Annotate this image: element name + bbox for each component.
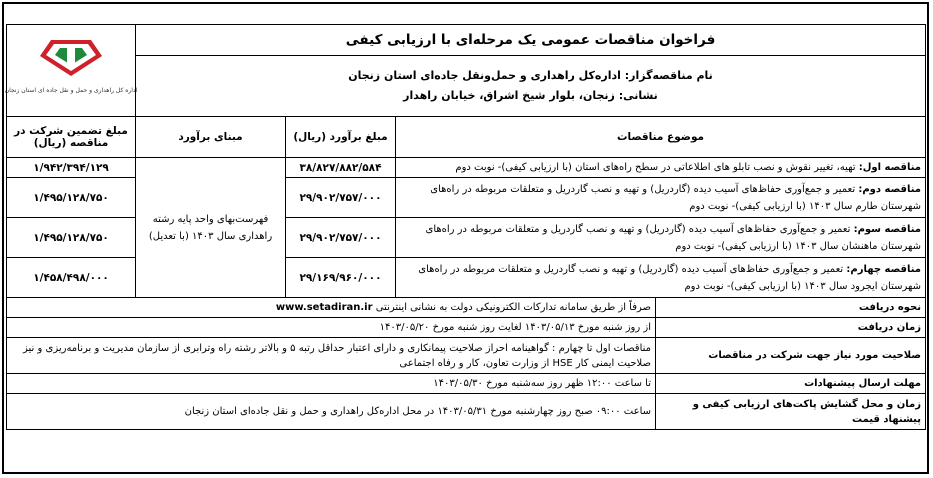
tender-guarantee: ۱/۹۴۲/۳۹۴/۱۲۹ <box>7 158 136 178</box>
tender-label: مناقصه دوم: <box>858 183 921 195</box>
tender-estimate: ۲۹/۹۰۲/۷۵۷/۰۰۰ <box>286 218 396 258</box>
info-value <box>7 298 656 318</box>
tender-row <box>396 158 926 178</box>
organizer-name: نام مناقصه‌گزار: اداره‌کل راهداری و حمل‌ونقل جاده‌ای استان زنجان <box>348 69 713 82</box>
tender-label: مناقصه سوم: <box>853 223 921 235</box>
road-agency-logo-icon <box>4 34 138 104</box>
info-value: از روز شنبه مورخ ۱۴۰۳/۰۵/۱۳ لغایت روز شنبه مورخ ۱۴۰۳/۰۵/۲۰ <box>7 318 656 338</box>
info-label: نحوه دریافت <box>656 298 926 318</box>
tender-guarantee: ۱/۴۹۵/۱۲۸/۷۵۰ <box>7 218 136 258</box>
info-label: زمان و محل گشایش پاکت‌های ارزیابی کیفی و پیشنهاد قیمت <box>656 394 926 430</box>
tender-label: مناقصه اول: <box>858 162 921 173</box>
tender-table <box>6 24 926 430</box>
tender-text: تعمیر و جمع‌آوری حفاظ‌های آسیب دیده (گاردریل) و تهیه و نصب گاردریل و متعلقات مربوطه در راه‌های شهرستان ایجرود سال ۱۴۰۳ (با ارزیابی کیفی)- نوبت دوم <box>418 263 921 292</box>
organizer-address: نشانی: زنجان، بلوار شیخ اشراق، خیابان راهدار <box>403 89 658 102</box>
estimate-basis: فهرست‌بهای واحد پایه رشته راهداری سال ۱۴۰۳ (با تعدیل) <box>136 158 286 298</box>
tender-guarantee: ۱/۴۹۵/۱۲۸/۷۵۰ <box>7 178 136 218</box>
info-value: مناقصات اول تا چهارم : گواهینامه احراز صلاحیت پیمانکاری و دارای اعتبار حداقل رتبه ۵ و بالاتر رشته راه وترابری از سازمان مدیریت و برنامه‌ریزی و نیز صلاحیت ایمنی کار HSE از وزارت تعاون، کار و رفاه اجتماعی <box>7 338 656 374</box>
tender-estimate: ۳۸/۸۲۷/۸۸۲/۵۸۴ <box>286 158 396 178</box>
tender-row <box>396 178 926 218</box>
col-guarantee: مبلغ تضمین شرکت در مناقصه (ریال) <box>7 117 136 158</box>
tender-row <box>396 258 926 298</box>
tender-text: تهیه، تغییر نقوش و نصب تابلو های اطلاعاتی در سطح راه‌های استان (با ارزیابی کیفی)- نوبت دوم <box>455 162 859 173</box>
col-estimate: مبلغ برآورد (ریال) <box>286 117 396 158</box>
logo-caption: اداره کل راهداری و حمل و نقل جاده ای استان زنجان <box>4 86 138 94</box>
col-basis: مبنای برآورد <box>136 117 286 158</box>
info-text: صرفاً از طریق سامانه تدارکات الکترونیکی دولت به نشانی اینترنتی <box>375 302 651 313</box>
notice-title: فراخوان مناقصات عمومی یک مرحله‌ای با ارزیابی کیفی <box>136 25 926 56</box>
tender-estimate: ۲۹/۹۰۲/۷۵۷/۰۰۰ <box>286 178 396 218</box>
setadiran-link[interactable]: www.setadiran.ir <box>275 302 373 313</box>
tender-text: تعمیر و جمع‌آوری حفاظ‌های آسیب دیده (گاردریل) و تهیه و نصب گاردریل و متعلقات مربوطه در راه‌های شهرستان ماهنشان سال ۱۴۰۳ (با ارزیابی کیفی)- نوبت دوم <box>425 223 921 252</box>
info-label: زمان دریافت <box>656 318 926 338</box>
tender-estimate: ۲۹/۱۶۹/۹۶۰/۰۰۰ <box>286 258 396 298</box>
col-topic: موضوع مناقصات <box>396 117 926 158</box>
tender-text: تعمیر و جمع‌آوری حفاظ‌های آسیب دیده (گاردریل) و تهیه و نصب گاردریل و متعلقات مربوطه در راه‌های شهرستان طارم سال ۱۴۰۳ (با ارزیابی کیفی)- نوبت دوم <box>430 183 921 212</box>
info-value: تا ساعت ۱۲:۰۰ ظهر روز سه‌شنبه مورخ ۱۴۰۳/۰۵/۳۰ <box>7 374 656 394</box>
logo <box>4 25 138 117</box>
info-label: صلاحیت مورد نیاز جهت شرکت در مناقصات <box>656 338 926 374</box>
info-value: ساعت ۰۹:۰۰ صبح روز چهارشنبه مورخ ۱۴۰۳/۰۵/۳۱ در محل اداره‌کل راهداری و حمل و نقل جاده‌ای استان زنجان <box>7 394 656 430</box>
tender-guarantee: ۱/۴۵۸/۴۹۸/۰۰۰ <box>7 258 136 298</box>
tender-row <box>396 218 926 258</box>
organizer-block <box>136 56 926 117</box>
tender-label: مناقصه چهارم: <box>846 263 921 275</box>
info-label: مهلت ارسال پیشنهادات <box>656 374 926 394</box>
